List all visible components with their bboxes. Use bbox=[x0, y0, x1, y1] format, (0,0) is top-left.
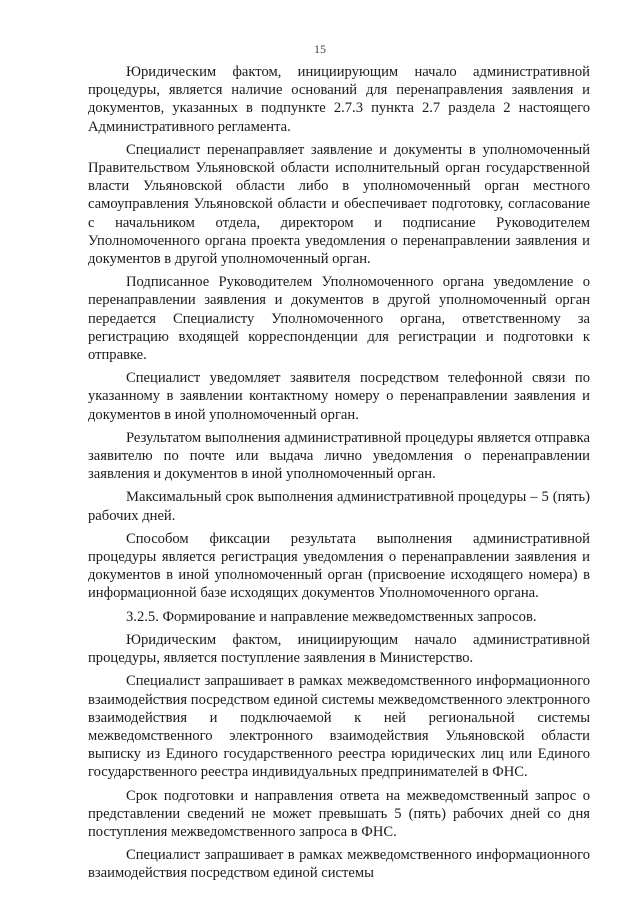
section-heading: 3.2.5. Формирование и направление межведомственных запросов. bbox=[126, 608, 537, 625]
paragraph: Юридическим фактом, инициирующим начало административной процедуры, является поступление заявления в Министерство. bbox=[88, 631, 590, 667]
paragraph: Результатом выполнения административной процедуры является отправка заявителю по почте или выдача лично уведомления о перенаправлении заявления и документов в иной уполномоченный орган. bbox=[88, 429, 590, 483]
paragraph: Специалист запрашивает в рамках межведомственного информационного взаимодействия посредством единой системы bbox=[88, 847, 590, 882]
paragraph: Способом фиксации результата выполнения административной процедуры является регистрация уведомления о перенаправлении заявления и документов в иной уполномоченный орган (присвоение исходящего номера) в информационной базе исходящих документов Уполномоченного органа. bbox=[88, 530, 590, 602]
document-body bbox=[88, 63, 590, 883]
paragraph: Специалист перенаправляет заявление и документы в уполномоченный Правительством Ульяновской области исполнительный орган государственной власти Ульяновской области либо в уполномоченный орган местного самоуправления Ульяновской области и обеспечивает подготовку, согласование с начальником отдела, директором и подписание Руководителем Уполномоченного органа проекта уведомления о перенаправлении заявления и документов в другой уполномоченный орган. bbox=[88, 141, 590, 268]
paragraph: Срок подготовки и направления ответа на межведомственный запрос о представлении сведений не может превышать 5 (пять) рабочих дней со дня поступления межведомственного запроса в ФНС. bbox=[88, 787, 590, 840]
paragraph: Подписанное Руководителем Уполномоченного органа уведомление о перенаправлении заявления и документов в другой уполномоченный орган передается Специалисту Уполномоченного органа, ответственному за регистрацию входящей корреспонденции для регистрации и подготовки к отправке. bbox=[88, 274, 590, 364]
page-number: 15 bbox=[314, 42, 326, 56]
paragraph: Юридическим фактом, инициирующим начало административной процедуры, является наличие оснований для перенаправления заявления и документов, указанных в подпункте 2.7.3 пункта 2.7 раздела 2 настоящего Административного регламента. bbox=[88, 64, 590, 135]
paragraph: Максимальный срок выполнения административной процедуры – 5 (пять) рабочих дней. bbox=[88, 489, 590, 524]
paragraph: Специалист уведомляет заявителя посредством телефонной связи по указанному в заявлении контактному номеру о перенаправлении заявления и документов в иной уполномоченный орган. bbox=[88, 370, 590, 423]
paragraph: Специалист запрашивает в рамках межведомственного информационного взаимодействия посредством единой системы межведомственного электронного взаимодействия и подключаемой к ней региональной системы межведомственного электронного взаимодействия Ульяновской области выписку из Единого государственного реестра юридических лиц или Единого государственного реестра индивидуальных предпринимателей в ФНС. bbox=[88, 673, 590, 781]
